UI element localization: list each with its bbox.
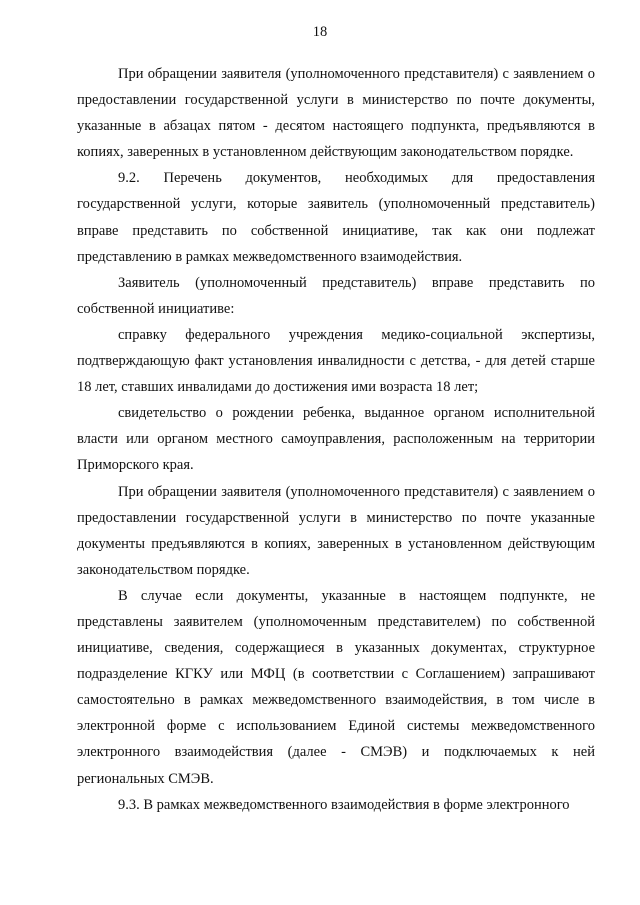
paragraph-postal-submission-copies: При обращении заявителя (уполномоченного представителя) с заявлением о предоставлении государственной услуги в министерство по почте документы, указанные в абзацах пятом - десятом настоящего подпункта, предъявляются в копиях, заверенных в установленном действующим законодательством порядке. <box>77 66 595 161</box>
paragraph-interagency-request: В случае если документы, указанные в настоящем подпункте, не представлены заявителем (уполномоченным представителем) по собственной инициативе, сведения, содержащиеся в указанных документах, структурное подразделение КГКУ или МФЦ (в соответствии с Соглашением) запрашивают самостоятельно в рамках межведомственного взаимодействия, в том числе в электронной форме с использованием Единой системы межведомственного электронного взаимодействия (далее - СМЭВ) и подключаемых к ней региональных СМЭВ. <box>77 587 595 787</box>
document-body <box>77 61 595 818</box>
paragraph-9-2-heading: 9.2. Перечень документов, необходимых для предоставления государственной услуги, которые заявитель (уполномоченный представитель) вправе представить по собственной инициативе, так как они подлежат представлению в рамках межведомственного взаимодействия. <box>77 170 595 265</box>
page-number: 18 <box>312 24 328 40</box>
paragraph-postal-documents-copies: При обращении заявителя (уполномоченного представителя) с заявлением о предоставлении государственной услуги в министерство по почте указанные документы предъявляются в копиях, заверенных в установленном действующим законодательством порядке. <box>77 483 595 578</box>
paragraph-own-initiative: Заявитель (уполномоченный представитель) вправе представить по собственной инициативе: <box>77 274 595 317</box>
paragraph-disability-certificate: справку федерального учреждения медико-социальной экспертизы, подтверждающую факт установления инвалидности с детства, - для детей старше 18 лет, ставших инвалидами до достижения ими возраста 18 лет; <box>77 326 595 396</box>
paragraph-9-3-start: 9.3. В рамках межведомственного взаимодействия в форме электронного <box>118 796 570 813</box>
paragraph-birth-certificate: свидетельство о рождении ребенка, выданное органом исполнительной власти или органом местного самоуправления, расположенным на территории Приморского края. <box>77 405 595 474</box>
